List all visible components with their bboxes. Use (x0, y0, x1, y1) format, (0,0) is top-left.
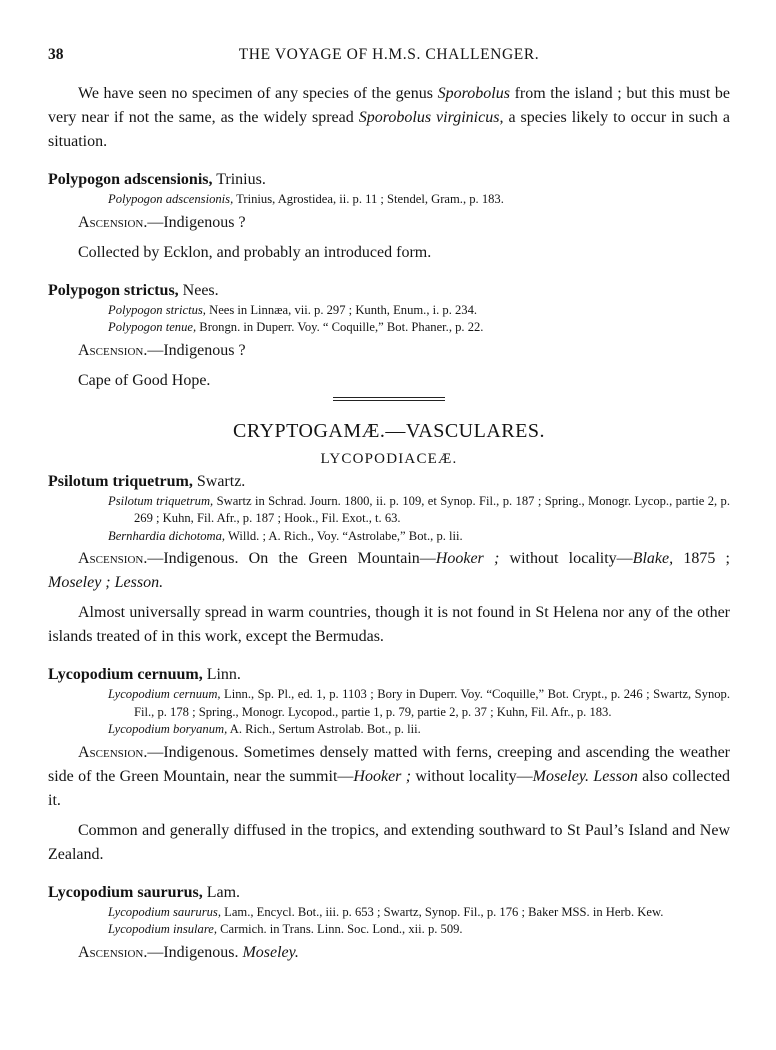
synonym-entry: Polypogon strictus, Nees in Linnæa, vii. p. 297 ; Kunth, Enum., i. p. 234. (108, 302, 478, 317)
species-note: Almost universally spread in warm countries, though it is not found in St Helena nor any of the other islands treated of in this work, except the Bermudas. (48, 604, 730, 645)
section-divider-rule (333, 397, 445, 401)
intro-paragraph: We have seen no specimen of any species of the genus Sporobolus from the island ; but this must be very near if not the same, as the widely spread Sporobolus virginicus, a species likely to occur in such a situation. (48, 85, 731, 150)
habitat-note: Ascension.—Indigenous. On the Green Mountain—Hooker ; without locality—Blake, 1875 ; Moseley ; Lesson. (48, 550, 731, 591)
page-number: 38 (48, 46, 64, 63)
synonym-entry: Lycopodium saururus, Lam., Encycl. Bot., iii. p. 653 ; Swartz, Synop. Fil., p. 176 ; Baker MSS. in Herb. Kew. (108, 904, 664, 919)
habitat-note: Ascension.—Indigenous ? (78, 341, 246, 359)
running-header (48, 46, 730, 68)
species-heading-psilotum-triquetrum: Psilotum triquetrum, Swartz. (48, 472, 246, 490)
synonym-entry: Lycopodium cernuum, Linn., Sp. Pl., ed. 1, p. 1103 ; Bory in Duperr. Voy. “Coquille,” Bot. Crypt., p. 246 ; Swartz, Synop. Fil., p. 178 ; Spring., Monogr. Lycopod., partie 1, p. 79, partie 2, p. 37 ; Kuhn, Fil. Afr., p. 183. (108, 687, 731, 719)
synonym-entry: Polypogon adscensionis, Trinius, Agrostidea, ii. p. 11 ; Stendel, Gram., p. 183. (108, 192, 504, 206)
species-heading-lycopodium-cernuum: Lycopodium cernuum, Linn. (48, 666, 241, 683)
species-heading-polypogon-adscensionis: Polypogon adscensionis, Trinius. (48, 171, 266, 188)
page (48, 46, 730, 965)
running-title: THE VOYAGE OF H.M.S. CHALLENGER. (238, 46, 540, 63)
species-heading-lycopodium-saururus: Lycopodium saururus, Lam. (48, 883, 241, 901)
species-heading-polypogon-strictus: Polypogon strictus, Nees. (48, 281, 219, 299)
synonym-entry: Bernhardia dichotoma, Willd. ; A. Rich., Voy. “Astrolabe,” Bot., p. lii. (108, 528, 463, 543)
synonym-entry: Lycopodium boryanum, A. Rich., Sertum Astrolab. Bot., p. lii. (108, 722, 421, 736)
habitat-note: Ascension.—Indigenous. Sometimes densely matted with ferns, creeping and ascending the weather side of the Green Mountain, near the summit—Hooker ; without locality—Moseley. Lesson also collected it. (48, 743, 731, 809)
section-title: CRYPTOGAMÆ.—VASCULARES. (233, 419, 545, 442)
synonym-entry: Psilotum triquetrum, Swartz in Schrad. Journ. 1800, ii. p. 109, et Synop. Fil., p. 187 ; Spring., Monogr. Lycop., partie 2, p. 269 ; Kuhn, Fil. Afr., p. 187 ; Hook., Fil. Exot., t. 63. (108, 493, 730, 525)
family-title: LYCOPODIACEÆ. (320, 450, 458, 467)
species-note: Collected by Ecklon, and probably an introduced form. (78, 243, 432, 261)
species-note: Cape of Good Hope. (78, 371, 211, 389)
species-note: Common and generally diffused in the tropics, and extending southward to St Paul’s Island and New Zealand. (48, 821, 730, 863)
habitat-note: Ascension.—Indigenous. Moseley. (78, 943, 299, 961)
synonym-entry: Polypogon tenue, Brongn. in Duperr. Voy. “ Coquille,” Bot. Phaner., p. 22. (108, 320, 484, 334)
habitat-note: Ascension.—Indigenous ? (78, 213, 246, 231)
synonym-entry: Lycopodium insulare, Carmich. in Trans. Linn. Soc. Lond., xii. p. 509. (108, 922, 463, 936)
